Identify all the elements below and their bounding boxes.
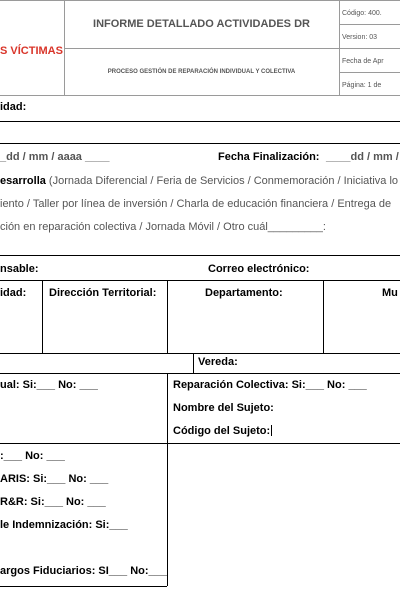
activity-type-label: esarrolla	[0, 175, 46, 187]
individual-repair-label: ual: Si:___ No: ___	[0, 379, 98, 391]
meta-version: Version: 03	[342, 34, 378, 41]
subject-code-label	[173, 425, 272, 438]
activity-type-options-1: (Jornada Diferencial / Feria de Servicios / Conmemoración / Iniciativa lo	[45, 175, 399, 187]
collective-repair-label: Reparación Colectiva: Si:___ No: ___	[173, 379, 367, 391]
activity-type-line-3: ción en reparación colectiva / Jornada Móvil / Otro cuál_________:	[0, 221, 326, 233]
entity-label: idad:	[0, 101, 27, 113]
entity-field[interactable]	[40, 101, 390, 114]
end-date-label: Fecha Finalización:	[218, 151, 320, 163]
location-header-department: Departamento:	[205, 287, 283, 299]
check-item: R&R: Si:___ No: ___	[0, 496, 106, 508]
check-item: ARIS: Si:___ No: ___	[0, 473, 109, 485]
location-header-territorial: Dirección Territorial:	[49, 287, 157, 299]
start-date-field[interactable]: _dd / mm / aaaa ____	[0, 151, 110, 163]
check-item: le Indemnización: Si:___	[0, 519, 128, 531]
document-title: INFORME DETALLADO ACTIVIDADES DR	[93, 18, 310, 30]
location-header-municipality: Mu	[382, 287, 398, 299]
location-header-entity: idad:	[0, 287, 27, 299]
check-item: :___ No: ___	[0, 450, 65, 462]
activity-type-line-2: iento / Taller por línea de inversión / Charla de educación financiera / Entrega de	[0, 198, 392, 210]
subject-name-label: Nombre del Sujeto:	[173, 402, 274, 414]
brand-logo-text: S VÍCTIMAS	[0, 45, 63, 57]
responsible-label: nsable:	[0, 263, 39, 275]
document-subtitle: PROCESO GESTIÓN DE REPARACIÓN INDIVIDUAL Y COLECTIVA	[107, 69, 296, 75]
email-label: Correo electrónico:	[208, 263, 310, 275]
vereda-label: Vereda:	[198, 356, 238, 368]
meta-page: Página: 1 de	[342, 82, 382, 89]
end-date-field[interactable]: ____dd / mm /	[326, 151, 399, 163]
subject-code-text: Código del Sujeto:	[173, 425, 271, 437]
meta-approval-date: Fecha de Apr	[342, 58, 384, 65]
check-item: argos Fiduciarios: SI___ No:___	[0, 565, 167, 577]
meta-code: Código: 400.	[342, 10, 382, 17]
text-cursor	[271, 425, 272, 436]
activity-type-line-1	[0, 175, 398, 188]
